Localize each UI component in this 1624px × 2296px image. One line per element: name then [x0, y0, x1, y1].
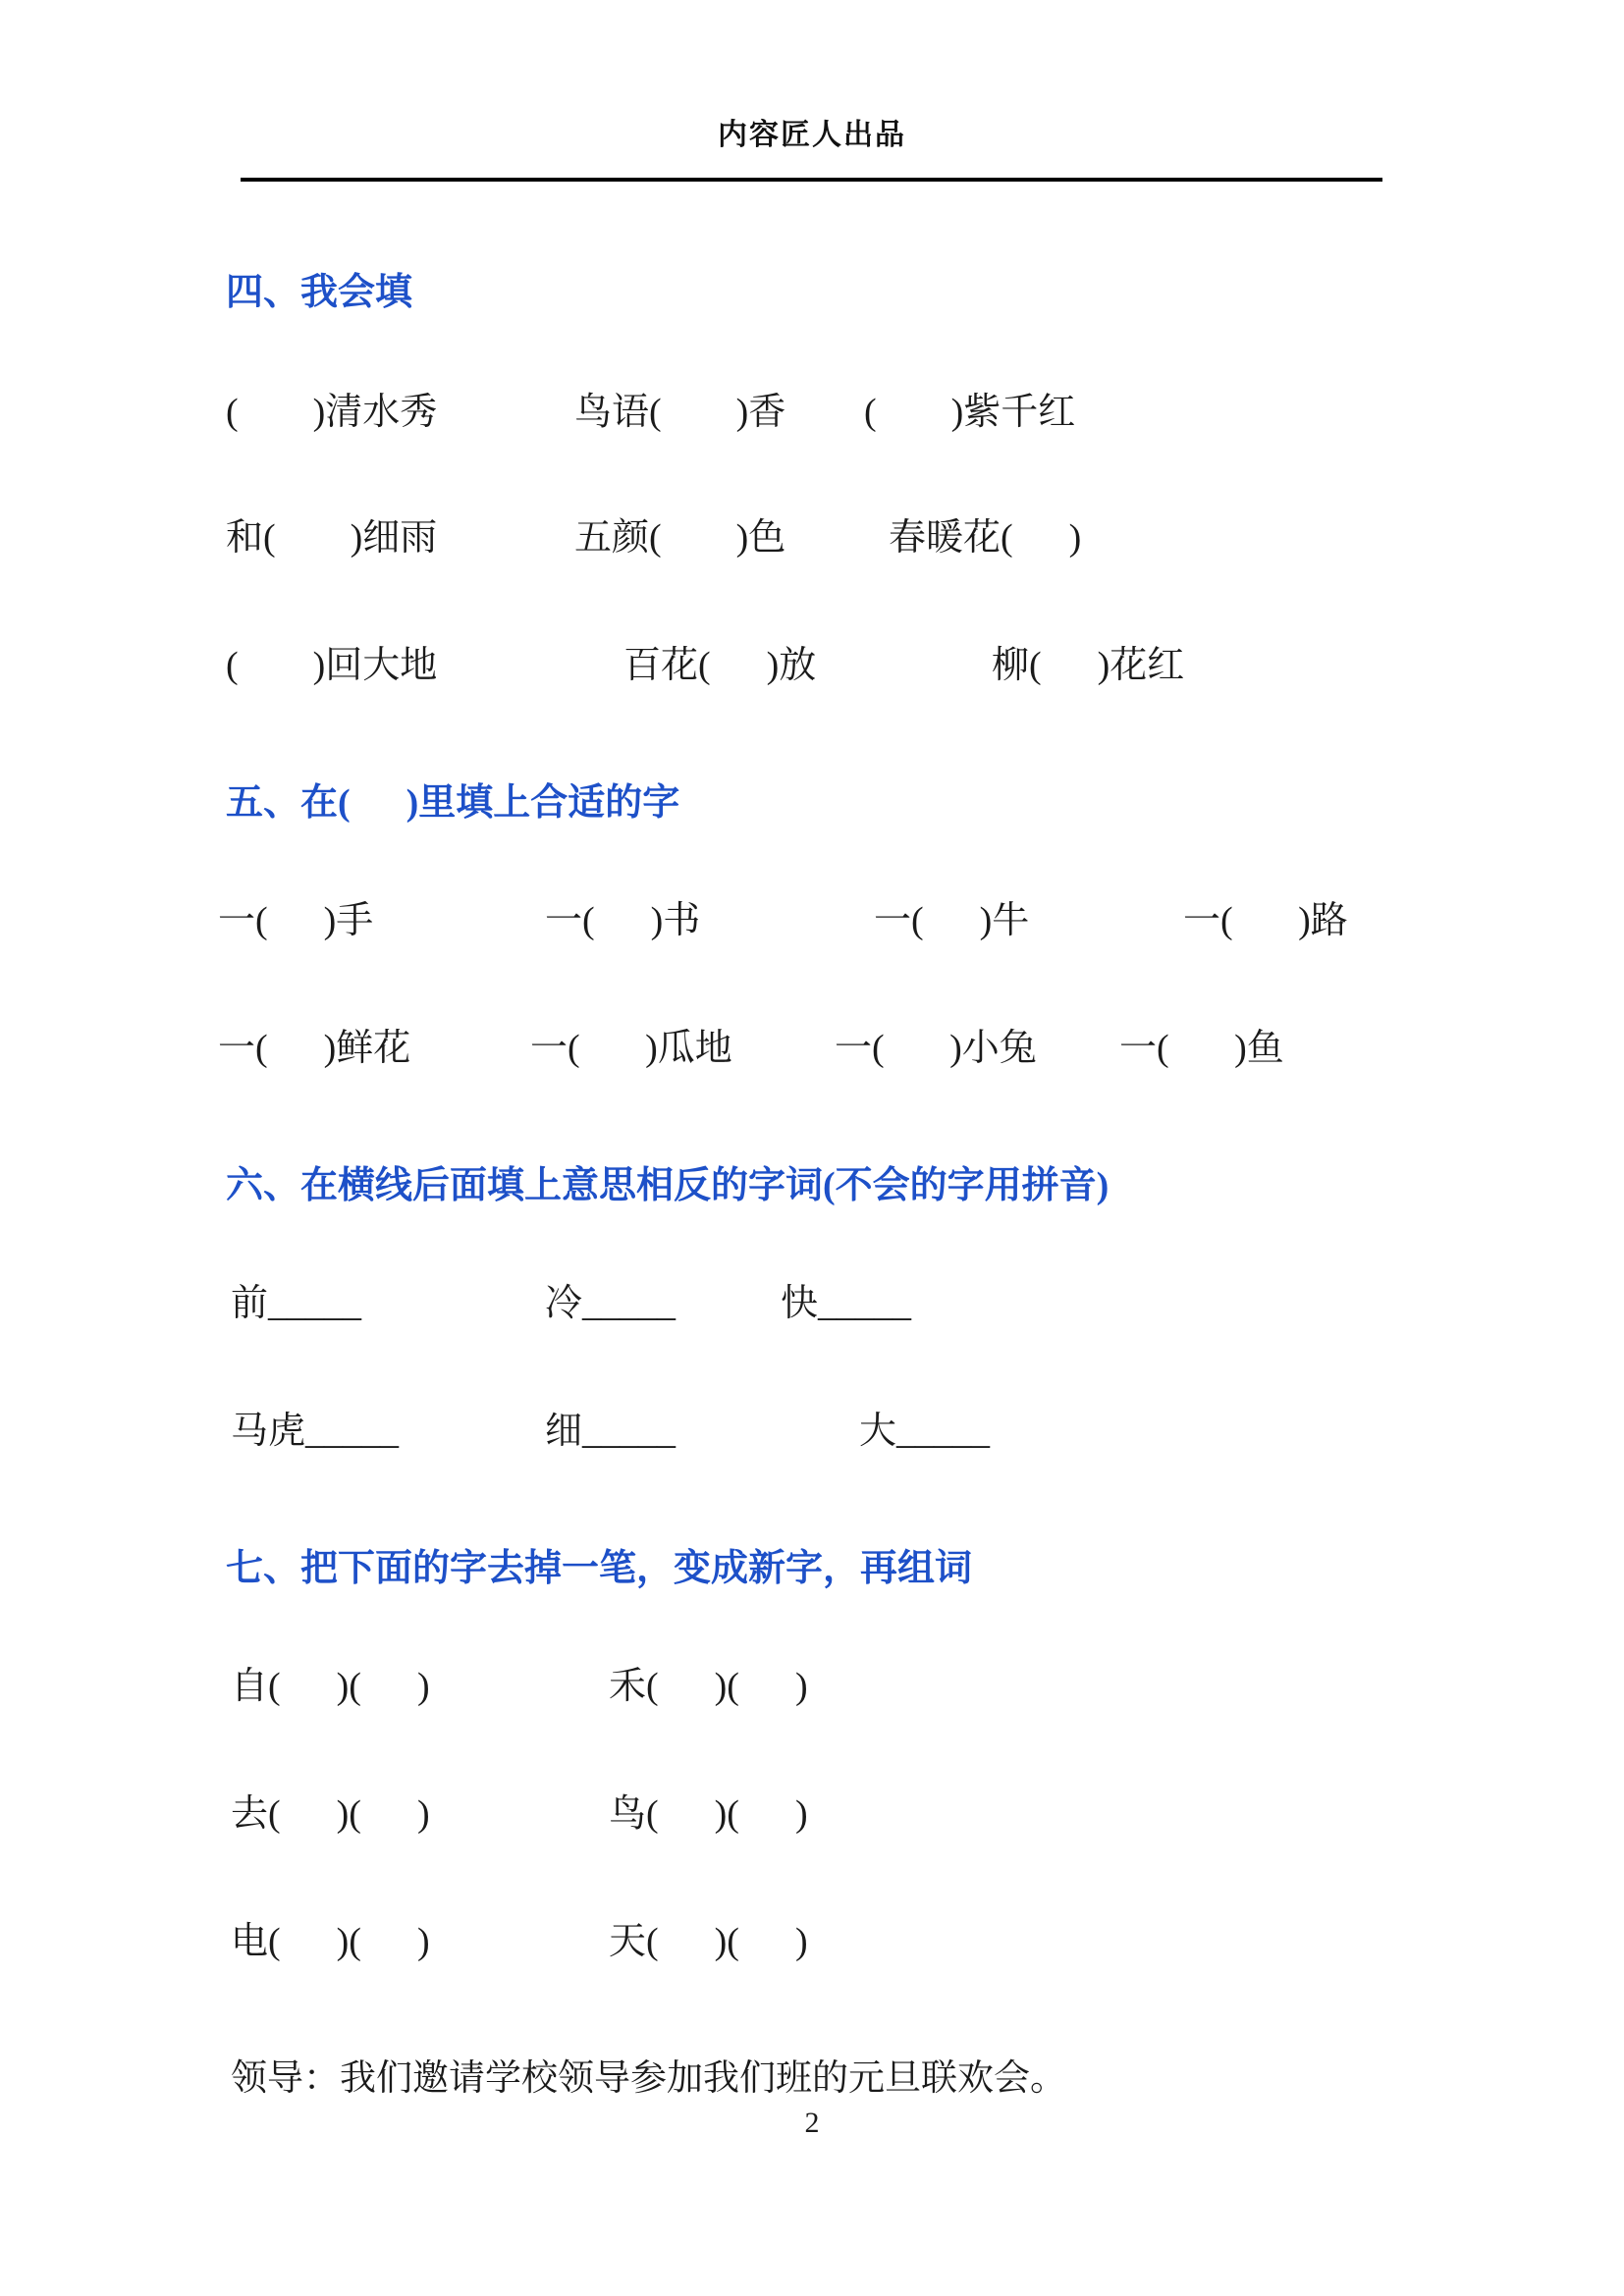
fill-blank-cell: 百花( )放 [623, 645, 817, 686]
antonym-blank-cell: 细_____ [545, 1411, 677, 1452]
fill-blank-cell: 鸟语( )香 [574, 392, 786, 433]
header-brand: 内容匠人出品 [718, 119, 906, 151]
fill-blank-cell: 一( )鲜花 [218, 1028, 411, 1069]
fill-blank-cell: 五颜( )色 [574, 517, 786, 559]
fill-blank-cell: 一( )书 [545, 900, 701, 941]
fill-blank-cell: 和( )细雨 [226, 517, 438, 559]
section-5-title: 五、在( )里填上合适的字 [226, 782, 680, 824]
fill-blank-cell: 一( )小兔 [835, 1028, 1037, 1069]
character-blank-cell: 自( )( ) [231, 1666, 430, 1707]
antonym-blank-cell: 前_____ [231, 1283, 362, 1324]
fill-blank-cell: 春暖花( ) [889, 517, 1082, 559]
fill-blank-cell: ( )紫千红 [864, 392, 1076, 433]
fill-blank-cell: ( )回大地 [226, 645, 438, 686]
fill-blank-cell: 一( )路 [1183, 900, 1348, 941]
fill-blank-cell: ( )清水秀 [226, 392, 438, 433]
page-number: 2 [804, 2107, 820, 2139]
antonym-blank-cell: 大_____ [859, 1411, 991, 1452]
character-blank-cell: 电( )( ) [231, 1921, 430, 1962]
antonym-blank-cell: 冷_____ [545, 1283, 677, 1324]
antonym-blank-cell: 快_____ [781, 1283, 912, 1324]
fill-blank-cell: 柳( )花红 [992, 645, 1185, 686]
antonym-blank-cell: 马虎_____ [231, 1411, 400, 1452]
character-blank-cell: 天( )( ) [609, 1921, 808, 1962]
fill-blank-cell: 一( )鱼 [1119, 1028, 1284, 1069]
fill-blank-cell: 一( )牛 [874, 900, 1030, 941]
section-7-title: 七、把下面的字去掉一笔，变成新字，再组词 [226, 1548, 973, 1589]
character-blank-cell: 鸟( )( ) [609, 1793, 808, 1835]
header-divider-rule [241, 178, 1382, 182]
section-6-title: 六、在横线后面填上意思相反的字词(不会的字用拼音) [226, 1165, 1110, 1206]
character-blank-cell: 禾( )( ) [609, 1666, 808, 1707]
section-4-title: 四、我会填 [226, 272, 413, 313]
character-blank-cell: 去( )( ) [231, 1793, 430, 1835]
fill-blank-cell: 一( )瓜地 [530, 1028, 732, 1069]
fill-blank-cell: 一( )手 [218, 900, 374, 941]
footer-sentence: 领导：我们邀请学校领导参加我们班的元旦联欢会。 [231, 2058, 1066, 2099]
